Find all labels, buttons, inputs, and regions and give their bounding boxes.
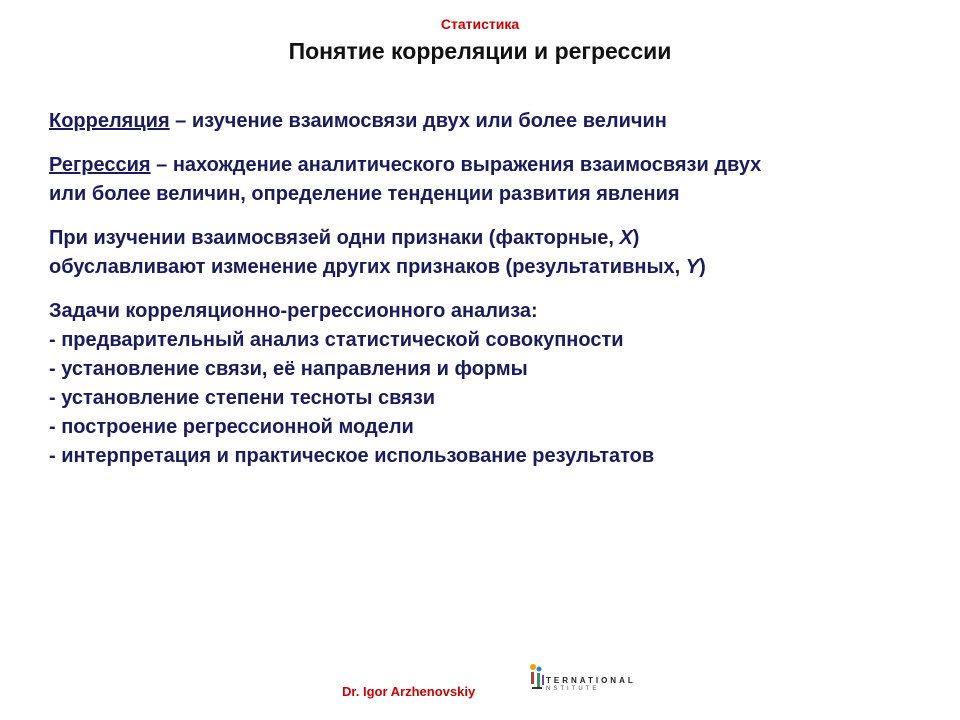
subject-label: Статистика <box>440 16 520 32</box>
tasks-heading: Задачи корреляционно-регрессионного анализа: <box>49 300 538 322</box>
correlation-definition <box>49 107 929 136</box>
task-item: - предварительный анализ статистической совокупности <box>49 329 624 351</box>
regression-text: – нахождение аналитического выражения взаимосвязи двух <box>150 154 762 176</box>
task-item: - установление связи, её направления и формы <box>49 358 528 380</box>
factors-line-2 <box>49 253 929 282</box>
correlation-line <box>49 107 929 136</box>
task-item: - построение регрессионной модели <box>49 416 414 438</box>
institute-logo <box>528 662 636 698</box>
variable-y: Y <box>685 256 700 278</box>
factors-paragraph <box>49 224 929 282</box>
regression-line-1 <box>49 151 929 180</box>
factors-text-1: При изучении взаимосвязей одни признаки (факторные, <box>49 227 620 249</box>
task-item: - установление степени тесноты связи <box>49 387 436 409</box>
regression-term: Регрессия <box>49 154 151 176</box>
regression-line-2: или более величин, определение тенденции развития явления <box>49 183 680 205</box>
logo-text: TERNATIONAL <box>546 676 636 685</box>
tasks-paragraph <box>49 297 929 471</box>
logo-figure-icon <box>528 662 548 698</box>
factors-text-2: обуславливают изменение других признаков (результативных, <box>49 256 686 278</box>
task-item: - интерпретация и практическое использование результатов <box>49 445 655 467</box>
slide-title: Понятие корреляции и регрессии <box>288 38 672 64</box>
variable-x: X <box>619 227 633 249</box>
logo-subtext: NSTITUTE <box>546 686 600 692</box>
regression-definition <box>49 151 929 209</box>
factors-line-1 <box>49 224 929 253</box>
factors-close-2: ) <box>699 256 706 278</box>
correlation-term: Корреляция <box>49 110 170 132</box>
correlation-text: – изучение взаимосвязи двух или более величин <box>169 110 667 132</box>
slide-content <box>49 107 929 486</box>
factors-close-1: ) <box>632 227 640 249</box>
author-name: Dr. Igor Arzhenovskiy <box>342 684 476 699</box>
